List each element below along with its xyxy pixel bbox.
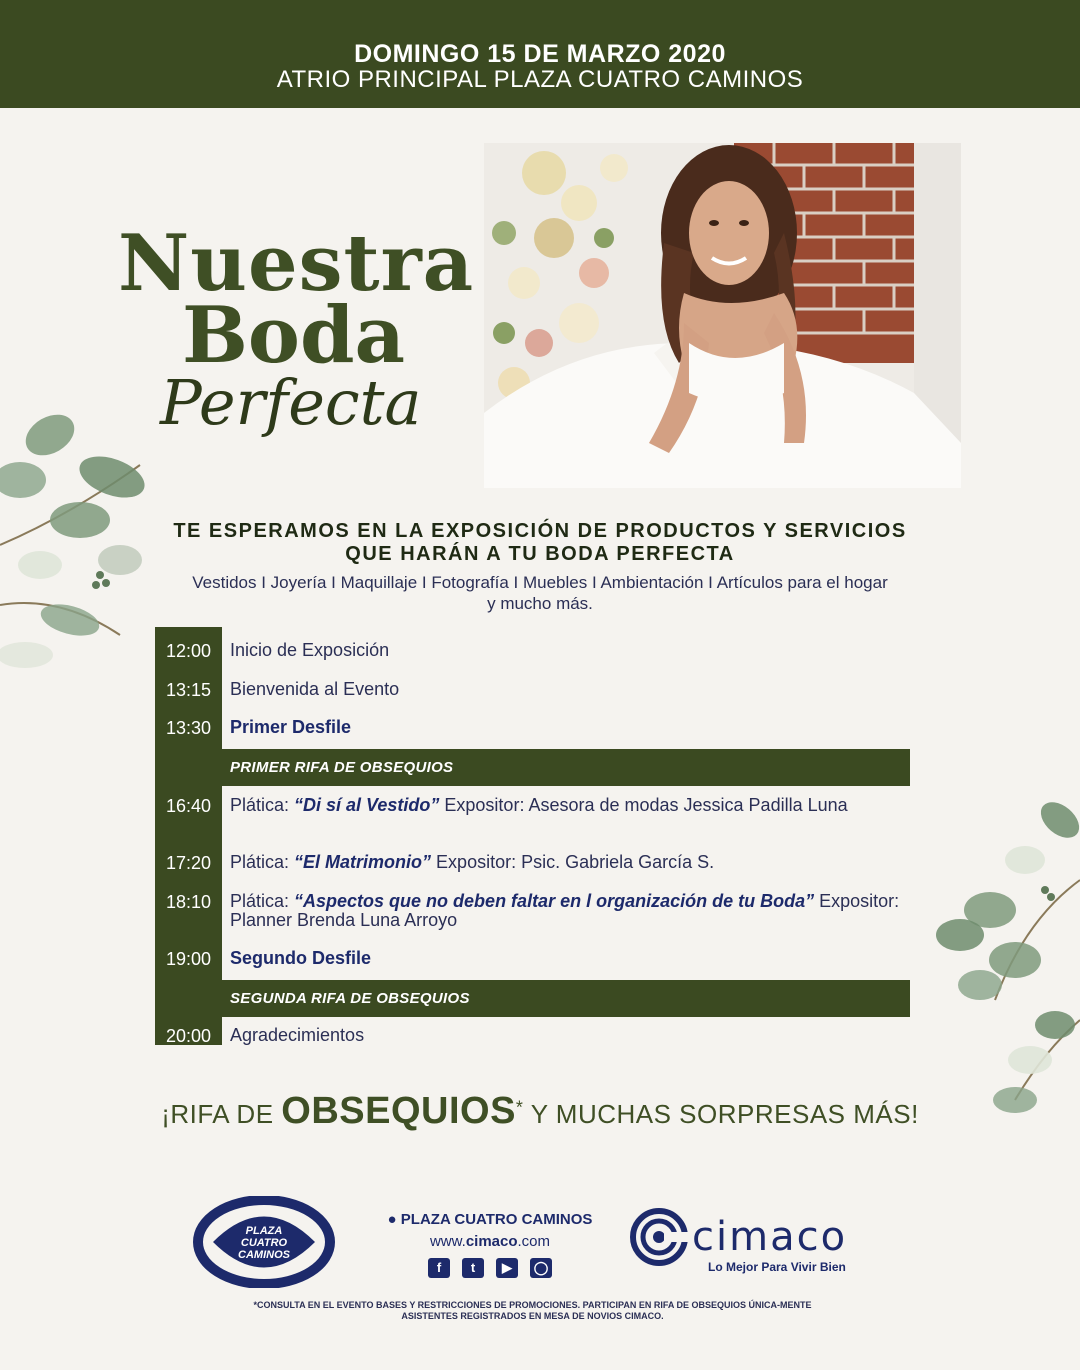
talk-speaker: Expositor: Planner Brenda Luna Arroyo <box>230 891 900 930</box>
intro-heading: TE ESPERAMOS EN LA EXPOSICIÓN DE PRODUCTOS Y SERVICIOS QUE HARÁN A TU BODA PERFECTA <box>173 520 907 565</box>
schedule-text <box>230 796 906 815</box>
schedule-text <box>230 853 906 872</box>
plaza-cuatro-caminos-logo <box>193 1196 335 1288</box>
intro-section <box>150 520 930 614</box>
raffle-label: SEGUNDA RIFA DE OBSEQUIOS <box>230 990 470 1007</box>
brand-slogan: Lo Mejor Para Vivir Bien <box>708 1260 846 1274</box>
header-banner <box>0 0 1080 108</box>
facebook-icon[interactable]: f <box>428 1258 450 1278</box>
schedule-text <box>230 718 906 737</box>
schedule-text <box>230 892 906 930</box>
event-date: DOMINGO 15 DE MARZO 2020 <box>354 40 726 68</box>
event-schedule <box>155 627 910 1045</box>
bride-photo <box>484 143 961 488</box>
schedule-time: 13:15 <box>165 680 212 700</box>
disclaimer-text: *CONSULTA EN EL EVENTO BASES Y RESTRICCIONES DE PROMOCIONES. PARTICIPAN EN RIFA DE OBSEQUIOS ÚNICA-MENTE ASISTENTES REGISTRADOS EN MESA DE NOVIOS CIMACO. <box>253 1300 812 1321</box>
web-prefix: www. <box>429 1233 466 1250</box>
talk-title: “El Matrimonio” <box>294 852 432 872</box>
instagram-icon[interactable]: ◯ <box>530 1258 552 1278</box>
intro-categories: Vestidos I Joyería I Maquillaje I Fotografía I Muebles I Ambientación I Artículos para el hogar y mucho más. <box>192 573 888 613</box>
location-pin-icon: ● <box>387 1211 397 1228</box>
title-line-3: Perfecta <box>160 366 422 439</box>
eucalyptus-leaves-left-icon <box>0 405 160 685</box>
schedule-time: 13:30 <box>165 718 212 738</box>
schedule-text: Bienvenida al Evento <box>230 679 400 699</box>
talk-title: “Aspectos que no deben faltar en l organización de tu Boda” <box>294 891 815 911</box>
social-links <box>380 1258 600 1278</box>
web-domain: cimaco <box>465 1233 518 1250</box>
schedule-time: 19:00 <box>165 949 212 969</box>
schedule-text: Agradecimientos <box>230 1025 365 1045</box>
twitter-icon[interactable]: t <box>462 1258 484 1278</box>
cimaco-emblem-icon <box>630 1208 688 1266</box>
talk-speaker: Expositor: Psic. Gabriela García S. <box>431 852 715 872</box>
youtube-icon[interactable]: ▶ <box>496 1258 518 1278</box>
event-venue: ATRIO PRINCIPAL PLAZA CUATRO CAMINOS <box>276 66 804 93</box>
svg-text:CAMINOS: CAMINOS <box>238 1249 290 1261</box>
raffle-label: PRIMER RIFA DE OBSEQUIOS <box>230 759 454 776</box>
raffle-big-word: OBSEQUIOS <box>281 1090 516 1132</box>
web-suffix: .com <box>517 1233 551 1250</box>
schedule-highlight: Primer Desfile <box>230 717 352 737</box>
schedule-time: 12:00 <box>165 641 212 661</box>
raffle-start: ¡RIFA DE <box>161 1099 282 1129</box>
raffle-bar-1 <box>155 749 910 786</box>
schedule-time: 17:20 <box>165 853 212 873</box>
svg-text:CUATRO: CUATRO <box>240 1237 288 1249</box>
brand-name: cimaco <box>692 1214 848 1260</box>
raffle-end: Y MUCHAS SORPRESAS MÁS! <box>523 1099 919 1129</box>
raffle-bar-2 <box>155 980 910 1017</box>
talk-prefix: Plática: <box>230 891 295 911</box>
location-text: PLAZA CUATRO CAMINOS <box>400 1211 593 1228</box>
event-title <box>112 218 482 458</box>
schedule-text <box>230 949 906 968</box>
location-line <box>380 1211 600 1228</box>
schedule-time: 18:10 <box>165 892 212 912</box>
cimaco-logo <box>630 1208 880 1278</box>
raffle-asterisk: * <box>515 1097 524 1118</box>
talk-title: “Di sí al Vestido” <box>294 795 440 815</box>
schedule-highlight: Segundo Desfile <box>230 948 372 968</box>
eucalyptus-leaves-right-icon <box>935 800 1080 1120</box>
raffle-announcement <box>0 1090 1080 1133</box>
talk-prefix: Plática: <box>230 852 295 872</box>
svg-text:PLAZA: PLAZA <box>245 1225 283 1237</box>
website-link[interactable] <box>380 1233 600 1250</box>
schedule-time: 16:40 <box>165 796 212 816</box>
talk-speaker: Expositor: Asesora de modas Jessica Padilla Luna <box>439 795 848 815</box>
schedule-text: Inicio de Exposición <box>230 640 390 660</box>
schedule-time: 20:00 <box>165 1026 212 1046</box>
title-line-2: Boda <box>182 290 406 381</box>
title-line-1: Nuestra <box>118 218 475 309</box>
talk-prefix: Plática: <box>230 795 295 815</box>
contact-info <box>380 1211 600 1278</box>
